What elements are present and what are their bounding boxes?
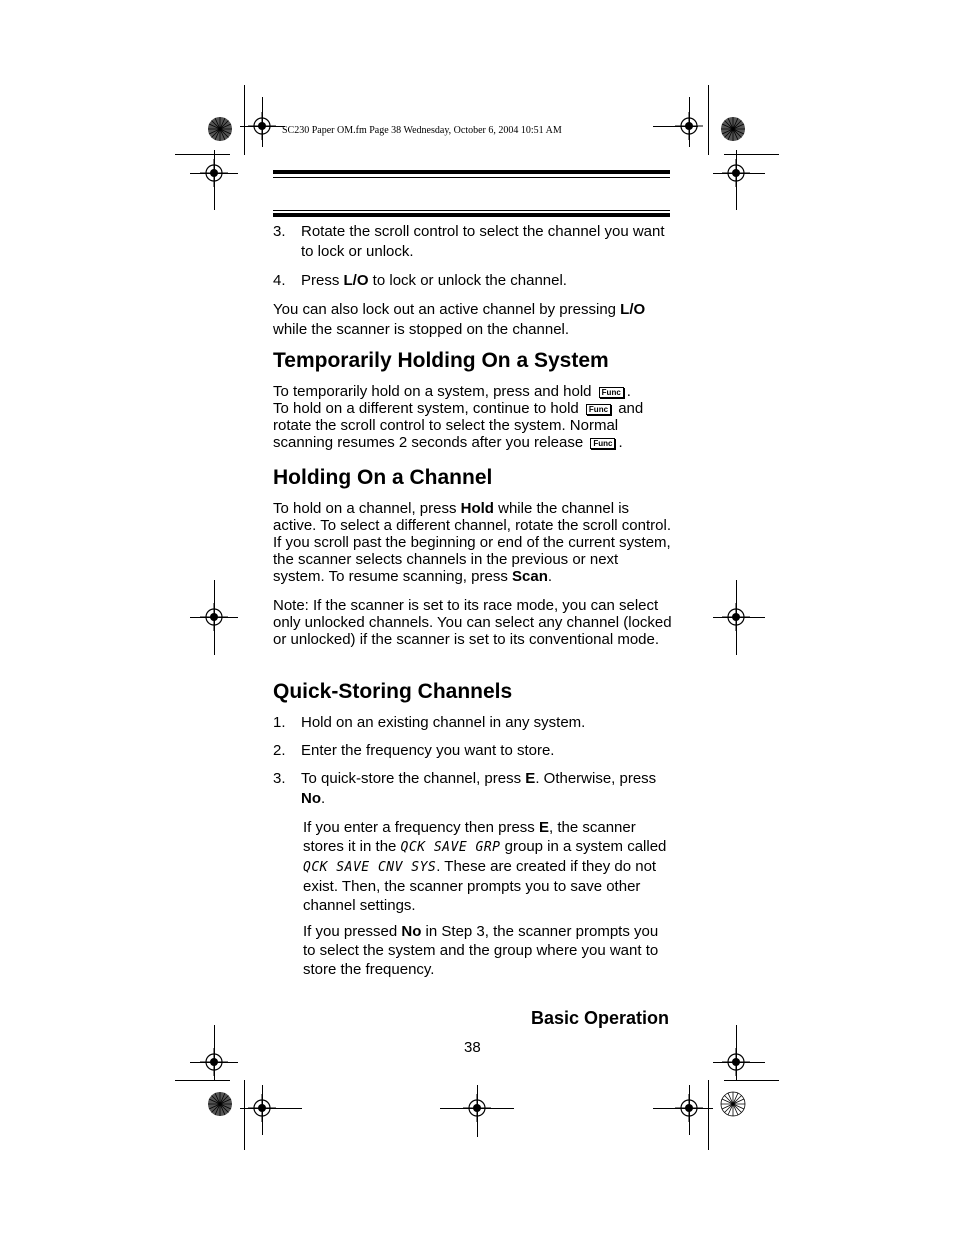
starburst-mark-icon (207, 1091, 233, 1117)
registration-target-icon (722, 159, 750, 187)
registration-target-icon (722, 1048, 750, 1076)
list-number: 4. (273, 272, 286, 289)
heading-temporarily-holding: Temporarily Holding On a System (273, 349, 609, 372)
registration-target-icon (675, 1094, 703, 1122)
registration-target-icon (248, 1094, 276, 1122)
quick-store-detail-1: If you enter a frequency then press E, the scanner stores it in the QCK SAVE GRP group in a system called QCK SAVE CNV SYS. These are created if they do not exist. Then, the scanner prompts you to save other channel settings. (303, 819, 667, 914)
registration-target-icon (463, 1094, 491, 1122)
registration-target-icon (200, 603, 228, 631)
registration-target-icon (200, 159, 228, 187)
quick-store-detail-2: If you pressed No in Step 3, the scanner prompts you to select the system and the group where you want to store the frequency. (303, 923, 659, 978)
lcd-text: QCK SAVE GRP (400, 840, 501, 855)
race-mode-note: Note: If the scanner is set to its race mode, you can select only unlocked channels. You can select any channel (locked or unlocked) if the scanner is set to its conventional mode. (273, 597, 672, 648)
key-lo: L/O (343, 272, 369, 289)
temp-hold-paragraph: To temporarily hold on a system, press and hold Func . To hold on a different system, continue to hold Func and rotate the scroll control to select the system. Normal scanning resumes 2 seconds after you release Func . (273, 383, 644, 451)
starburst-mark-icon (720, 1091, 746, 1117)
list-number: 3. (273, 223, 286, 240)
footer-section-title: Basic Operation (530, 1008, 669, 1028)
heading-quick-storing: Quick-Storing Channels (273, 680, 513, 703)
func-key-icon: Func (590, 438, 615, 449)
starburst-mark-icon (207, 116, 233, 142)
registration-target-icon (722, 603, 750, 631)
heading-holding-channel: Holding On a Channel (273, 466, 493, 489)
file-header-note: SC230 Paper OM.fm Page 38 Wednesday, October 6, 2004 10:51 AM (282, 125, 562, 136)
registration-target-icon (675, 112, 703, 140)
page-number: 38 (464, 1039, 481, 1056)
list-text: Rotate the scroll control to select the channel you want to lock or unlock. (301, 223, 665, 260)
func-key-icon: Func (599, 387, 624, 398)
starburst-mark-icon (720, 116, 746, 142)
list-text: Press L/O to lock or unlock the channel. (301, 272, 567, 289)
lcd-text: QCK SAVE CNV SYS (303, 860, 437, 875)
hold-channel-paragraph: To hold on a channel, press Hold while the channel is active. To select a different channel, rotate the scroll control. If you scroll past the beginning or end of the current system, the scanner selects channels in the previous or next system. To resume scanning, press Scan. (273, 500, 671, 585)
registration-target-icon (200, 1048, 228, 1076)
registration-target-icon (248, 112, 276, 140)
func-key-icon: Func (586, 404, 611, 415)
lock-paragraph: You can also lock out an active channel by pressing L/O while the scanner is stopped on the channel. (273, 301, 646, 338)
